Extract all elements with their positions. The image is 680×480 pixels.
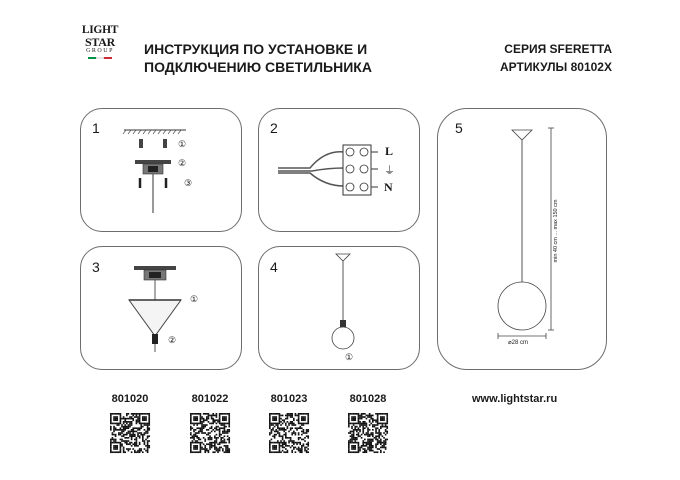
article-number: 801028 [349,393,387,405]
article-number: 801023 [270,393,308,405]
step4-label-1: ① [345,352,354,362]
step-number-3: 3 [92,259,100,275]
article-number: 801022 [191,393,229,405]
ground-icon: ⏚ [384,165,395,177]
step1-label-3: ③ [184,178,193,188]
logo-line1: LIGHT [81,24,119,36]
step3-label-2: ② [168,335,177,345]
article-number: 801020 [111,393,149,405]
step-number-4: 4 [270,259,278,275]
step1-label-2: ② [178,158,187,168]
step3-label-1: ① [190,294,199,304]
diameter-label: ⌀28 cm [508,340,528,346]
step-number-1: 1 [92,120,100,136]
logo-line3: GROUP [86,48,114,54]
website-link[interactable]: www.lightstar.ru [472,393,558,405]
title-line1: ИНСТРУКЦИЯ ПО УСТАНОВКЕ И [144,41,368,57]
step1-label-1: ① [178,139,187,149]
qr-code-icon[interactable] [110,413,150,453]
height-range-label: min 40 cm ... max 150 cm [553,199,559,263]
qr-code-icon[interactable] [269,413,309,453]
wire-label-l: L [385,144,394,158]
qr-code-icon[interactable] [348,413,388,453]
title-line2: ПОДКЛЮЧЕНИЮ СВЕТИЛЬНИКА [144,59,372,75]
articles-label: АРТИКУЛЫ 80102X [500,60,612,74]
wire-label-n: N [384,180,393,194]
qr-code-icon[interactable] [190,413,230,453]
step-number-2: 2 [270,120,278,136]
step-number-5: 5 [455,120,463,136]
logo-line2: STAR [85,35,115,49]
series-label: СЕРИЯ SFERETTA [504,42,612,56]
